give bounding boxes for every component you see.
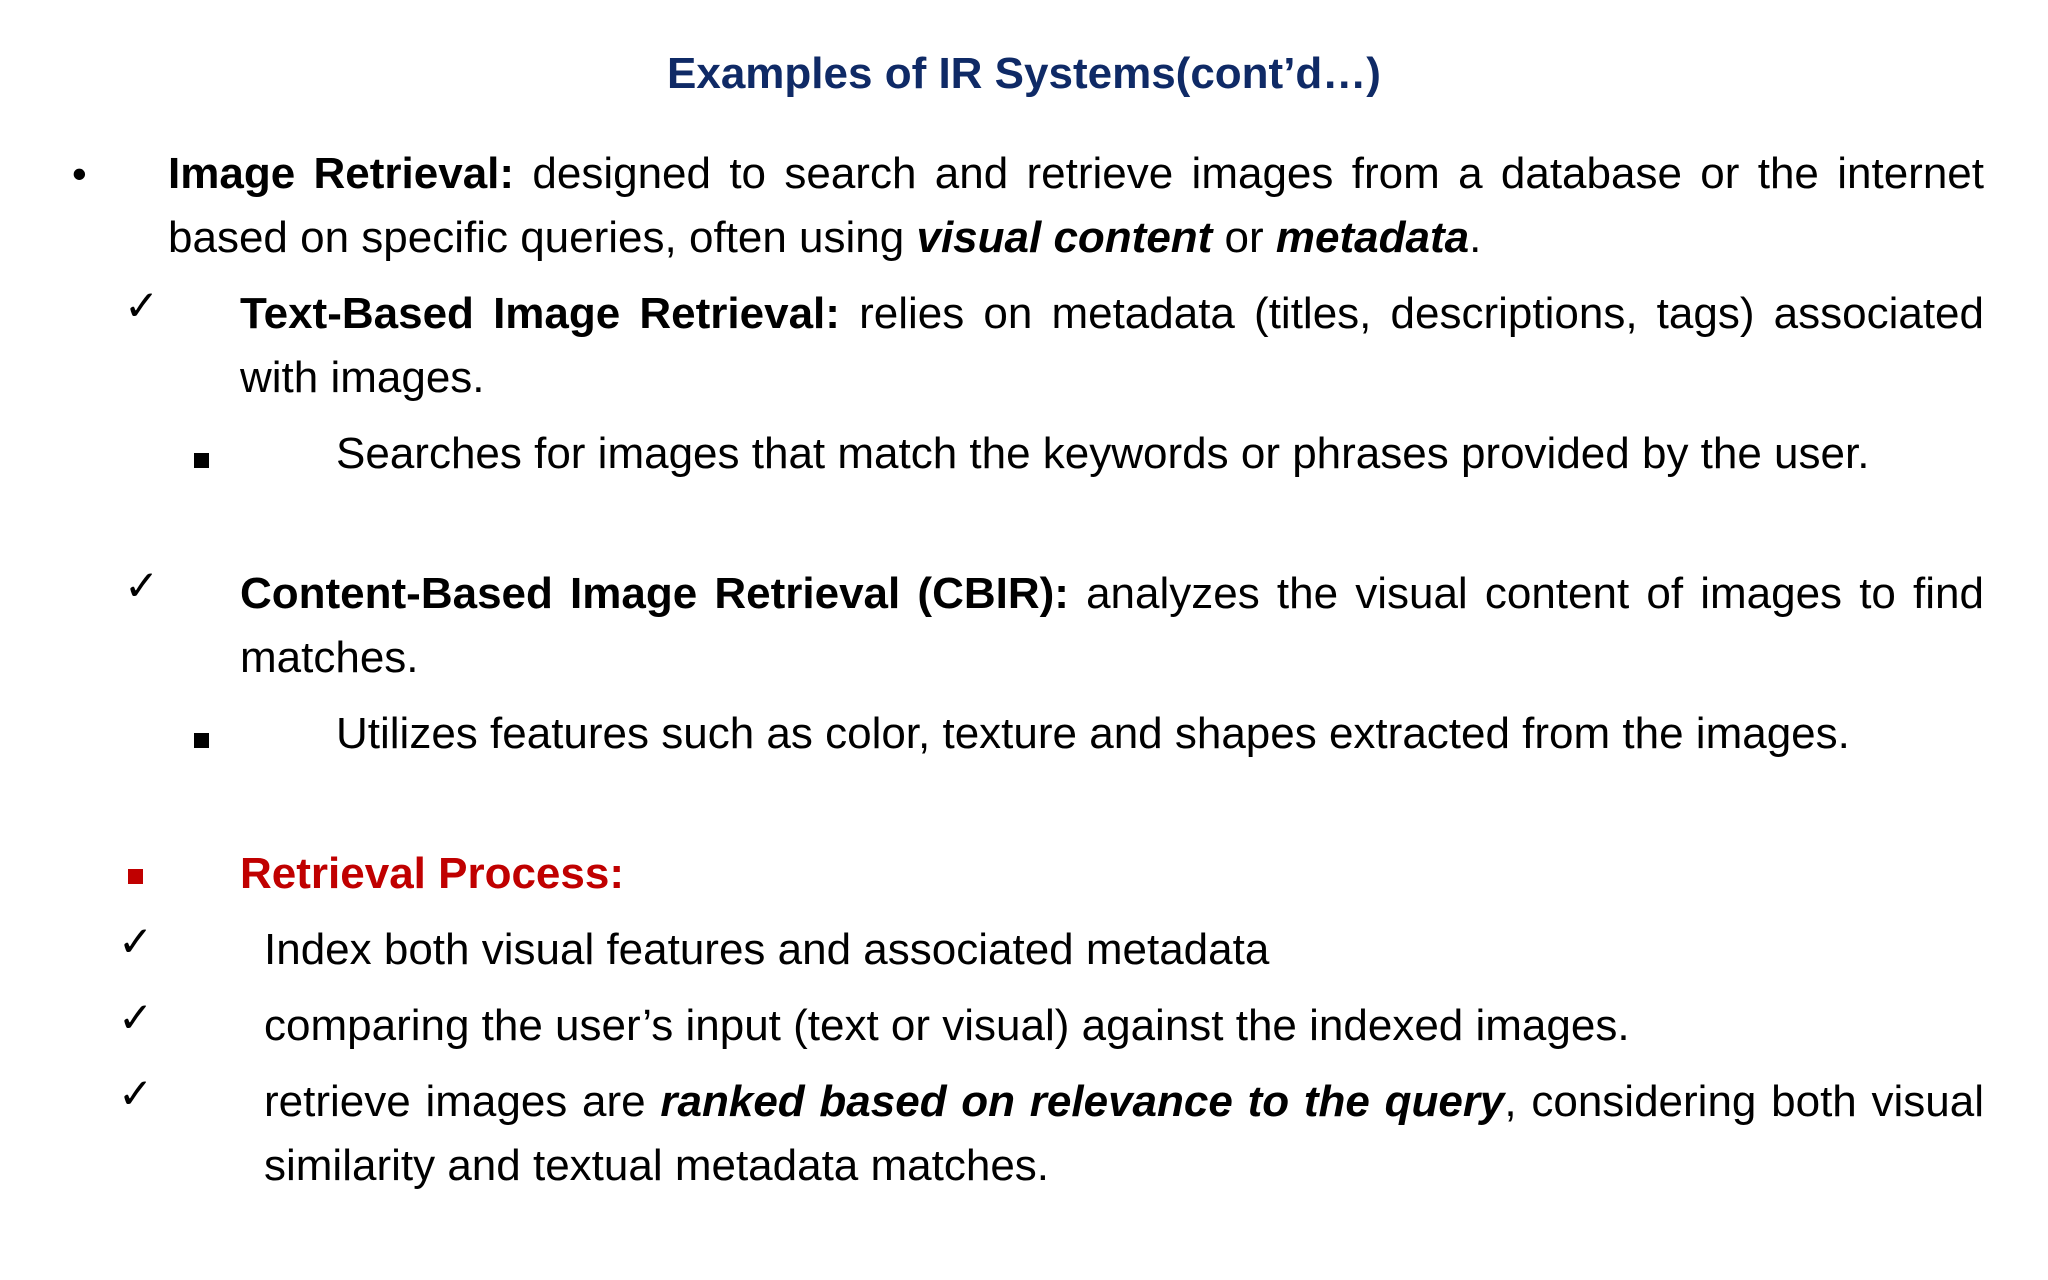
square-bullet-icon: [194, 422, 209, 486]
process-step: [0, 918, 2048, 982]
slide-title: Examples of IR Systems(cont’d…): [667, 49, 1381, 98]
square-bullet-icon: [194, 702, 209, 766]
text-based-text: Text-Based Image Retrieval: relies on metadata (titles, descriptions, tags) associated with images.: [240, 289, 1985, 402]
text-based-sub-text: Searches for images that match the keywords or phrases provided by the user.: [336, 429, 1870, 478]
process-step-text: comparing the user’s input (text or visual) against the indexed images.: [264, 1001, 1630, 1050]
retrieval-process-heading: [0, 842, 2048, 906]
checkmark-icon: ✓: [118, 918, 154, 965]
text-based-label: Text-Based Image Retrieval:: [240, 289, 840, 338]
cbir-text: Content-Based Image Retrieval (CBIR): analyzes the visual content of images to find matches.: [240, 569, 1984, 682]
retrieval-process-label: Retrieval Process:: [240, 849, 624, 898]
process-step-text: retrieve images are ranked based on relevance to the query, considering both visual similarity and textual metadata matches.: [264, 1077, 1985, 1190]
process-step: [0, 994, 2048, 1058]
bullet-image-retrieval: [0, 142, 2048, 270]
bullet-cbir: [0, 562, 2048, 690]
sub-bullet-cbir: [0, 702, 2048, 830]
process-step-text: Index both visual features and associated metadata: [264, 925, 1270, 974]
image-retrieval-text: Image Retrieval: designed to search and retrieve images from a database or the internet based on specific queries, often using visual content or metadata.: [168, 149, 1984, 262]
checkmark-icon: ✓: [124, 562, 160, 609]
process-step: [0, 1070, 2048, 1198]
checkmark-icon: ✓: [118, 994, 154, 1041]
checkmark-icon: ✓: [124, 282, 160, 329]
cbir-label: Content-Based Image Retrieval (CBIR):: [240, 569, 1069, 618]
round-bullet-icon: •: [72, 150, 87, 197]
image-retrieval-label: Image Retrieval:: [168, 149, 515, 198]
bullet-text-based: [0, 282, 2048, 410]
red-square-bullet-icon: [128, 838, 143, 902]
emphasis-visual-content: visual content: [916, 213, 1213, 262]
emphasis-metadata: metadata: [1275, 213, 1470, 262]
sub-bullet-text-based: [0, 422, 2048, 550]
emphasis-ranked: ranked based on relevance to the query: [660, 1077, 1505, 1126]
cbir-sub-text: Utilizes features such as color, texture and shapes extracted from the images.: [336, 709, 1850, 758]
checkmark-icon: ✓: [118, 1070, 154, 1117]
